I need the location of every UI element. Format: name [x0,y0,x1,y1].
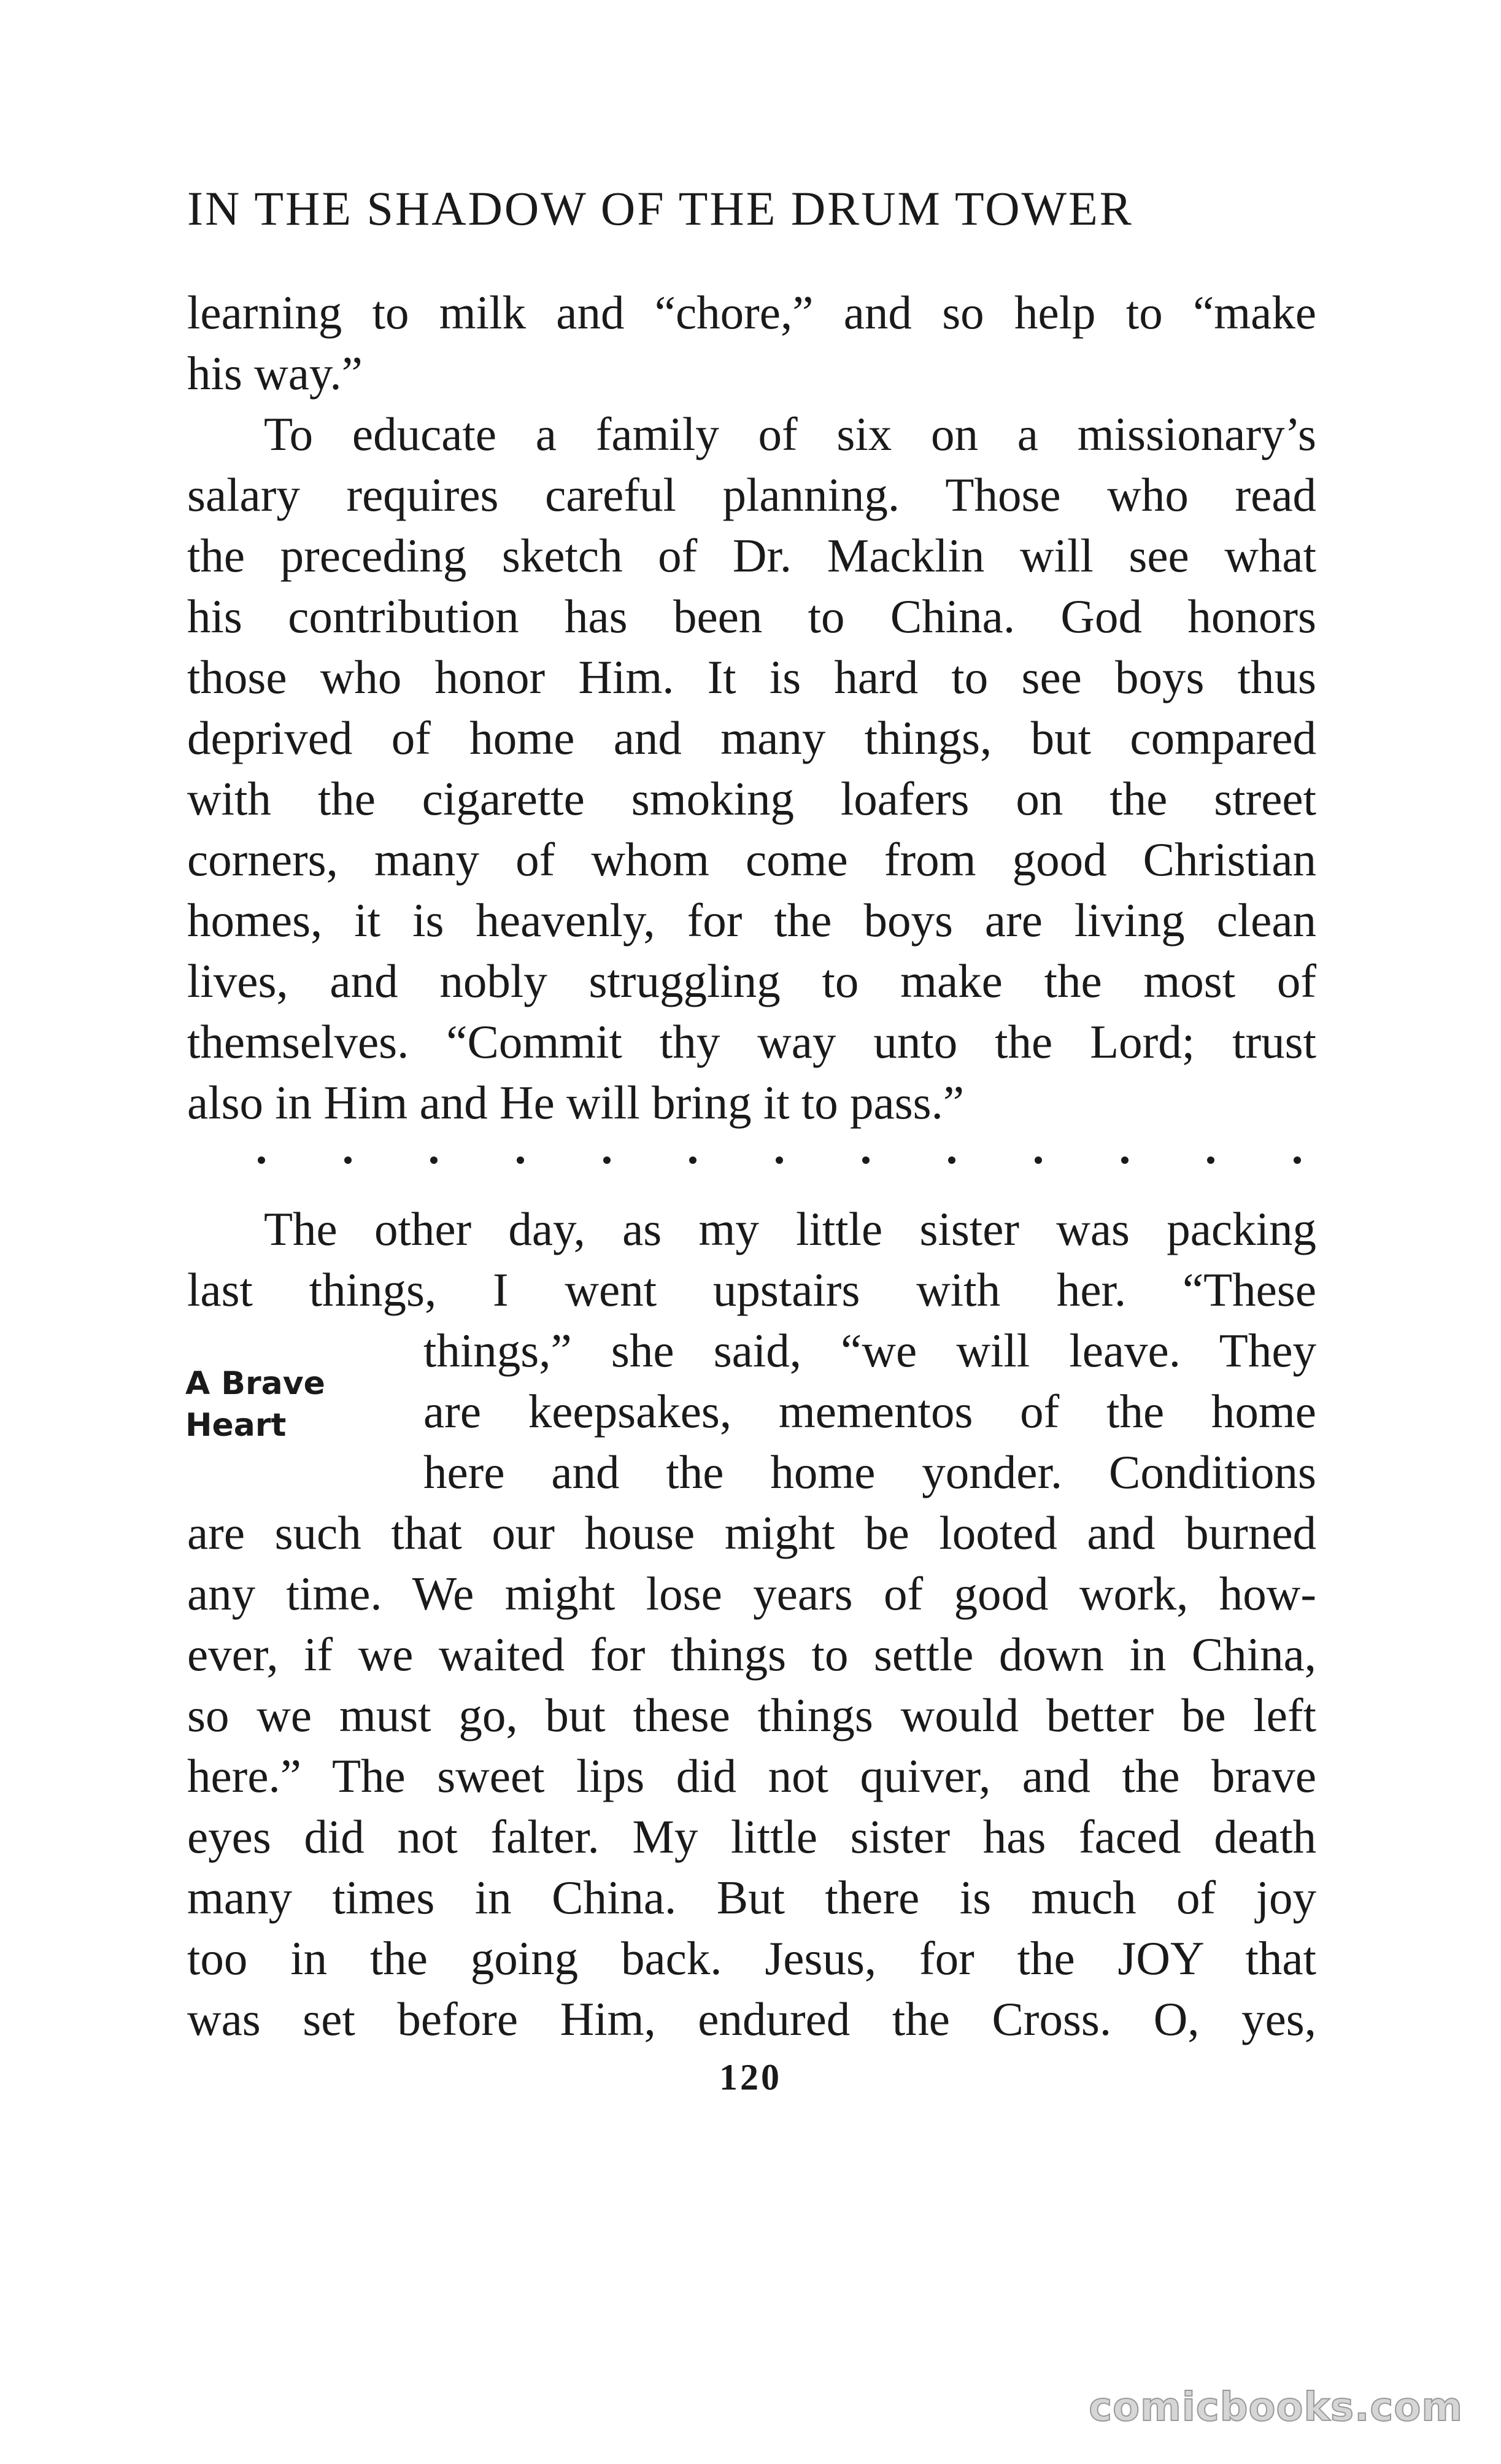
text-line: his contribution has been to China. God honors [187,590,1316,643]
text-line: To educate a family of six on a missionary’s [264,408,1316,460]
text-line: deprived of home and many things, but compared [187,711,1316,764]
margin-note-line: Heart [185,1407,287,1444]
text-line: are such that our house might be looted and burned [187,1506,1316,1559]
page-number: 120 [719,2057,782,2098]
text-line: themselves. “Commit thy way unto the Lord; trust [187,1015,1316,1068]
text-line: any time. We might lose years of good work, how- [187,1567,1316,1620]
section-break-dots [258,1148,1301,1172]
dot [430,1156,438,1164]
text-line: homes, it is heavenly, for the boys are living clean [187,894,1316,947]
dot [1035,1156,1042,1164]
text-line: so we must go, but these things would better be left [187,1689,1316,1741]
text-line: eyes did not falter. My little sister has faced death [187,1810,1316,1863]
dot [603,1156,611,1164]
text-line: things,” she said, “we will leave. They [423,1324,1316,1377]
text-line: those who honor Him. It is hard to see boys thus [187,651,1316,703]
text-line: last things, I went upstairs with her. “These [187,1263,1316,1316]
text-line: the preceding sketch of Dr. Macklin will see what [187,529,1316,582]
text-line: his way.” [187,347,363,400]
text-line: ever, if we waited for things to settle down in China, [187,1628,1316,1681]
margin-note [185,1363,325,1446]
margin-note-line: A Brave [185,1365,325,1402]
text-line: here and the home yonder. Conditions [423,1446,1316,1498]
dot [689,1156,696,1164]
text-line: are keepsakes, mementos of the home [423,1385,1316,1438]
dot [948,1156,955,1164]
text-line: too in the going back. Jesus, for the JOY that [187,1932,1316,1985]
text-line: here.” The sweet lips did not quiver, and the brave [187,1749,1316,1802]
text-line: learning to milk and “chore,” and so help to “make [187,286,1316,339]
watermark: comicbooks.com [1089,2385,1463,2430]
dot [1294,1156,1301,1164]
text-line: with the cigarette smoking loafers on the street [187,772,1316,825]
text-line: corners, many of whom come from good Christian [187,833,1316,886]
running-head: IN THE SHADOW OF THE DRUM TOWER [187,182,1133,235]
dot [344,1156,352,1164]
dot [1121,1156,1129,1164]
text-line: was set before Him, endured the Cross. O, yes, [187,1993,1316,2045]
dot [258,1156,265,1164]
dot [862,1156,870,1164]
text-line: many times in China. But there is much of joy [187,1871,1316,1924]
dot [776,1156,783,1164]
text-line: lives, and nobly struggling to make the most of [187,955,1316,1007]
dot [517,1156,524,1164]
text-line: salary requires careful planning. Those who read [187,468,1316,521]
text-line: also in Him and He will bring it to pass.” [187,1076,965,1129]
text-line: The other day, as my little sister was packing [264,1203,1316,1255]
dot [1207,1156,1214,1164]
